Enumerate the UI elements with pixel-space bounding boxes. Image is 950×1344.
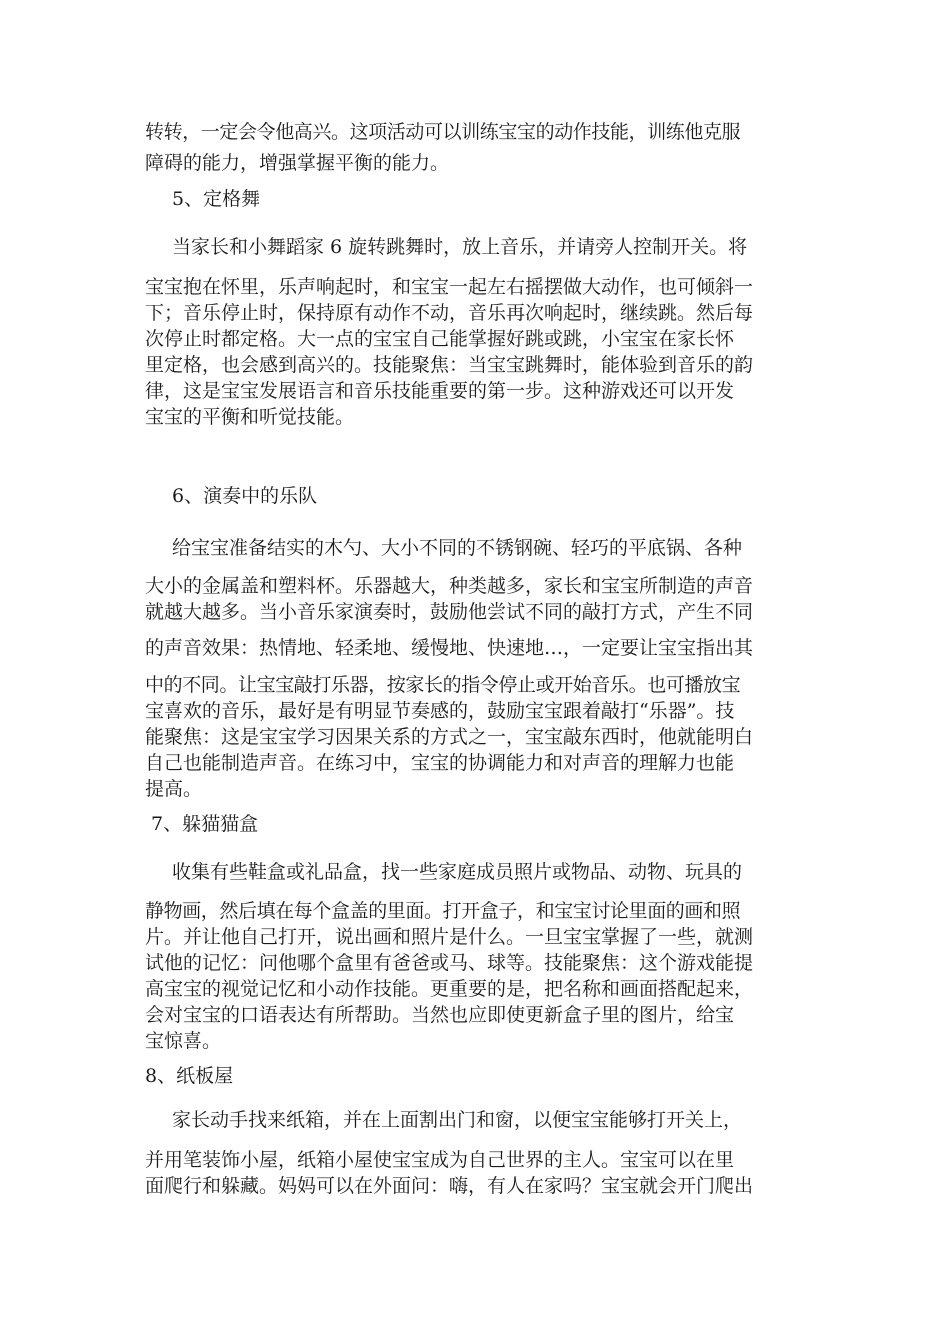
text-line: 静物画，然后填在每个盒盖的里面。打开盒子，和宝宝讨论里面的画和照 — [145, 900, 741, 922]
text-line: 会对宝宝的口语表达有所帮助。当然也应即使更新盒子里的图片，给宝 — [145, 1004, 735, 1026]
text-line: 宝惊喜。 — [145, 1030, 222, 1052]
section-heading-5: 5、定格舞 — [172, 188, 261, 210]
text-line: 障碍的能力，增强掌握平衡的能力。 — [145, 152, 450, 174]
text-line: 的声音效果：热情地、轻柔地、缓慢地、快速地…，一定要让宝宝指出其 — [145, 637, 754, 659]
text-line: 宝宝抱在怀里，乐声响起时，和宝宝一起左右摇摆做大动作，也可倾斜一 — [145, 276, 754, 298]
text-line: 能聚焦：这是宝宝学习因果关系的方式之一，宝宝敲东西时，他就能明白 — [145, 726, 754, 748]
text-line: 大小的金属盖和塑料杯。乐器越大，种类越多，家长和宝宝所制造的声音 — [145, 575, 754, 597]
text-line: 家长动手找来纸箱，并在上面割出门和窗，以便宝宝能够打开关上， — [172, 1109, 743, 1131]
section-heading-8: 8、纸板屋 — [145, 1065, 234, 1087]
text-line: 高宝宝的视觉记忆和小动作技能。更重要的是，把名称和画面搭配起来， — [145, 978, 754, 1000]
text-line: 面爬行和躲藏。妈妈可以在外面问：嗨，有人在家吗？宝宝就会开门爬出 — [145, 1175, 754, 1197]
text-line: 就越大越多。当小音乐家演奏时，鼓励他尝试不同的敲打方式，产生不同 — [145, 601, 754, 623]
text-line: 里定格，也会感到高兴的。技能聚焦：当宝宝跳舞时，能体验到音乐的韵 — [145, 354, 754, 376]
text-line: 转转，一定会令他高兴。这项活动可以训练宝宝的动作技能，训练他克服 — [145, 121, 741, 143]
text-line: 提高。 — [145, 778, 203, 800]
text-line: 律，这是宝宝发展语言和音乐技能重要的第一步。这种游戏还可以开发 — [145, 380, 735, 402]
text-line: 自己也能制造声音。在练习中，宝宝的协调能力和对声音的理解力也能 — [145, 752, 735, 774]
text-line: 片。并让他自己打开，说出画和照片是什么。一旦宝宝掌握了一些，就测 — [145, 926, 754, 948]
text-line: 并用笔装饰小屋，纸箱小屋使宝宝成为自己世界的主人。宝宝可以在里 — [145, 1149, 735, 1171]
text-line: 宝宝的平衡和听觉技能。 — [145, 406, 355, 428]
text-line: 次停止时都定格。大一点的宝宝自己能掌握好跳或跳，小宝宝在家长怀 — [145, 328, 735, 350]
section-heading-6: 6、演奏中的乐队 — [172, 485, 318, 507]
text-line: 下；音乐停止时，保持原有动作不动，音乐再次响起时，继续跳。然后每 — [145, 302, 754, 324]
text-line: 试他的记忆：问他哪个盒里有爸爸或马、球等。技能聚焦：这个游戏能提 — [145, 952, 754, 974]
text-line: 中的不同。让宝宝敲打乐器，按家长的指令停止或开始音乐。也可播放宝 — [145, 674, 741, 696]
text-line: 当家长和小舞蹈家 6 旋转跳舞时，放上音乐，并请旁人控制开关。将 — [172, 236, 748, 258]
section-heading-7: 7、躲猫猫盒 — [151, 813, 259, 835]
text-line: 收集有些鞋盒或礼品盒，找一些家庭成员照片或物品、动物、玩具的 — [172, 861, 743, 883]
text-line: 宝喜欢的音乐，最好是有明显节奏感的，鼓励宝宝跟着敲打“乐器”。技 — [145, 700, 735, 722]
text-line: 给宝宝准备结实的木勺、大小不同的不锈钢碗、轻巧的平底锅、各种 — [172, 537, 743, 559]
